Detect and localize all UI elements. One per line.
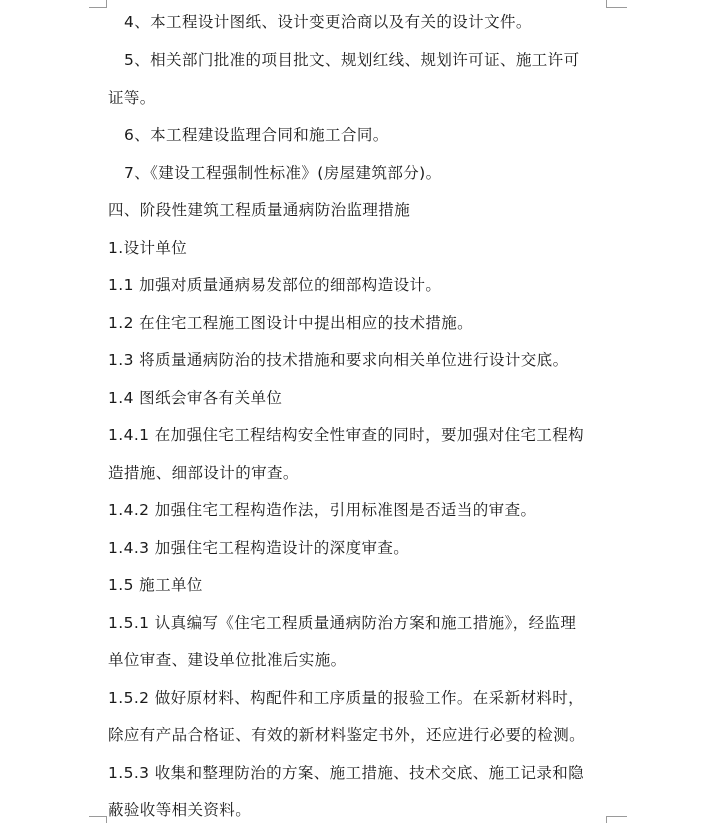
subsection-heading-1-4: 1.4 图纸会审各有关单位	[108, 389, 283, 407]
section-heading-4: 四、阶段性建筑工程质量通病防治监理措施	[108, 201, 411, 219]
paragraph-1-3: 1.3 将质量通病防治的技术措施和要求向相关单位进行设计交底。	[108, 351, 569, 369]
paragraph-1-4-1-continuation: 造措施、细部设计的审查。	[108, 464, 299, 482]
paragraph-1-1: 1.1 加强对质量通病易发部位的细部构造设计。	[108, 276, 442, 294]
paragraph-1-4-1: 1.4.1 在加强住宅工程结构安全性审查的同时，要加强对住宅工程构	[108, 426, 585, 444]
subsection-heading-1: 1.设计单位	[108, 239, 188, 257]
list-item-7: 7、《建设工程强制性标准》(房屋建筑部分)。	[124, 164, 442, 182]
paragraph-1-5-1: 1.5.1 认真编写《住宅工程质量通病防治方案和施工措施》，经监理	[108, 614, 577, 632]
paragraph-1-5-2: 1.5.2 做好原材料、构配件和工序质量的报验工作。在采新材料时，	[108, 689, 585, 707]
paragraph-1-5-1-continuation: 单位审查、建设单位批准后实施。	[108, 651, 347, 669]
list-item-5: 5、相关部门批准的项目批文、规划红线、规划许可证、施工许可	[124, 51, 580, 69]
subsection-heading-1-5: 1.5 施工单位	[108, 576, 203, 594]
list-item-4: 4、本工程设计图纸、设计变更洽商以及有关的设计文件。	[124, 13, 532, 31]
paragraph-1-5-3: 1.5.3 收集和整理防治的方案、施工措施、技术交底、施工记录和隐	[108, 764, 585, 782]
list-item-5-continuation: 证等。	[108, 89, 156, 107]
paragraph-1-2: 1.2 在住宅工程施工图设计中提出相应的技术措施。	[108, 314, 474, 332]
paragraph-1-4-2: 1.4.2 加强住宅工程构造作法，引用标准图是否适当的审查。	[108, 501, 537, 519]
list-item-6: 6、本工程建设监理合同和施工合同。	[124, 126, 389, 144]
crop-mark-top-right	[606, 0, 627, 8]
paragraph-1-5-2-continuation: 除应有产品合格证、有效的新材料鉴定书外，还应进行必要的检测。	[108, 726, 586, 744]
paragraph-1-5-3-continuation: 蔽验收等相关资料。	[108, 801, 252, 819]
paragraph-1-4-3: 1.4.3 加强住宅工程构造设计的深度审查。	[108, 539, 410, 557]
crop-mark-top-left	[89, 0, 107, 8]
